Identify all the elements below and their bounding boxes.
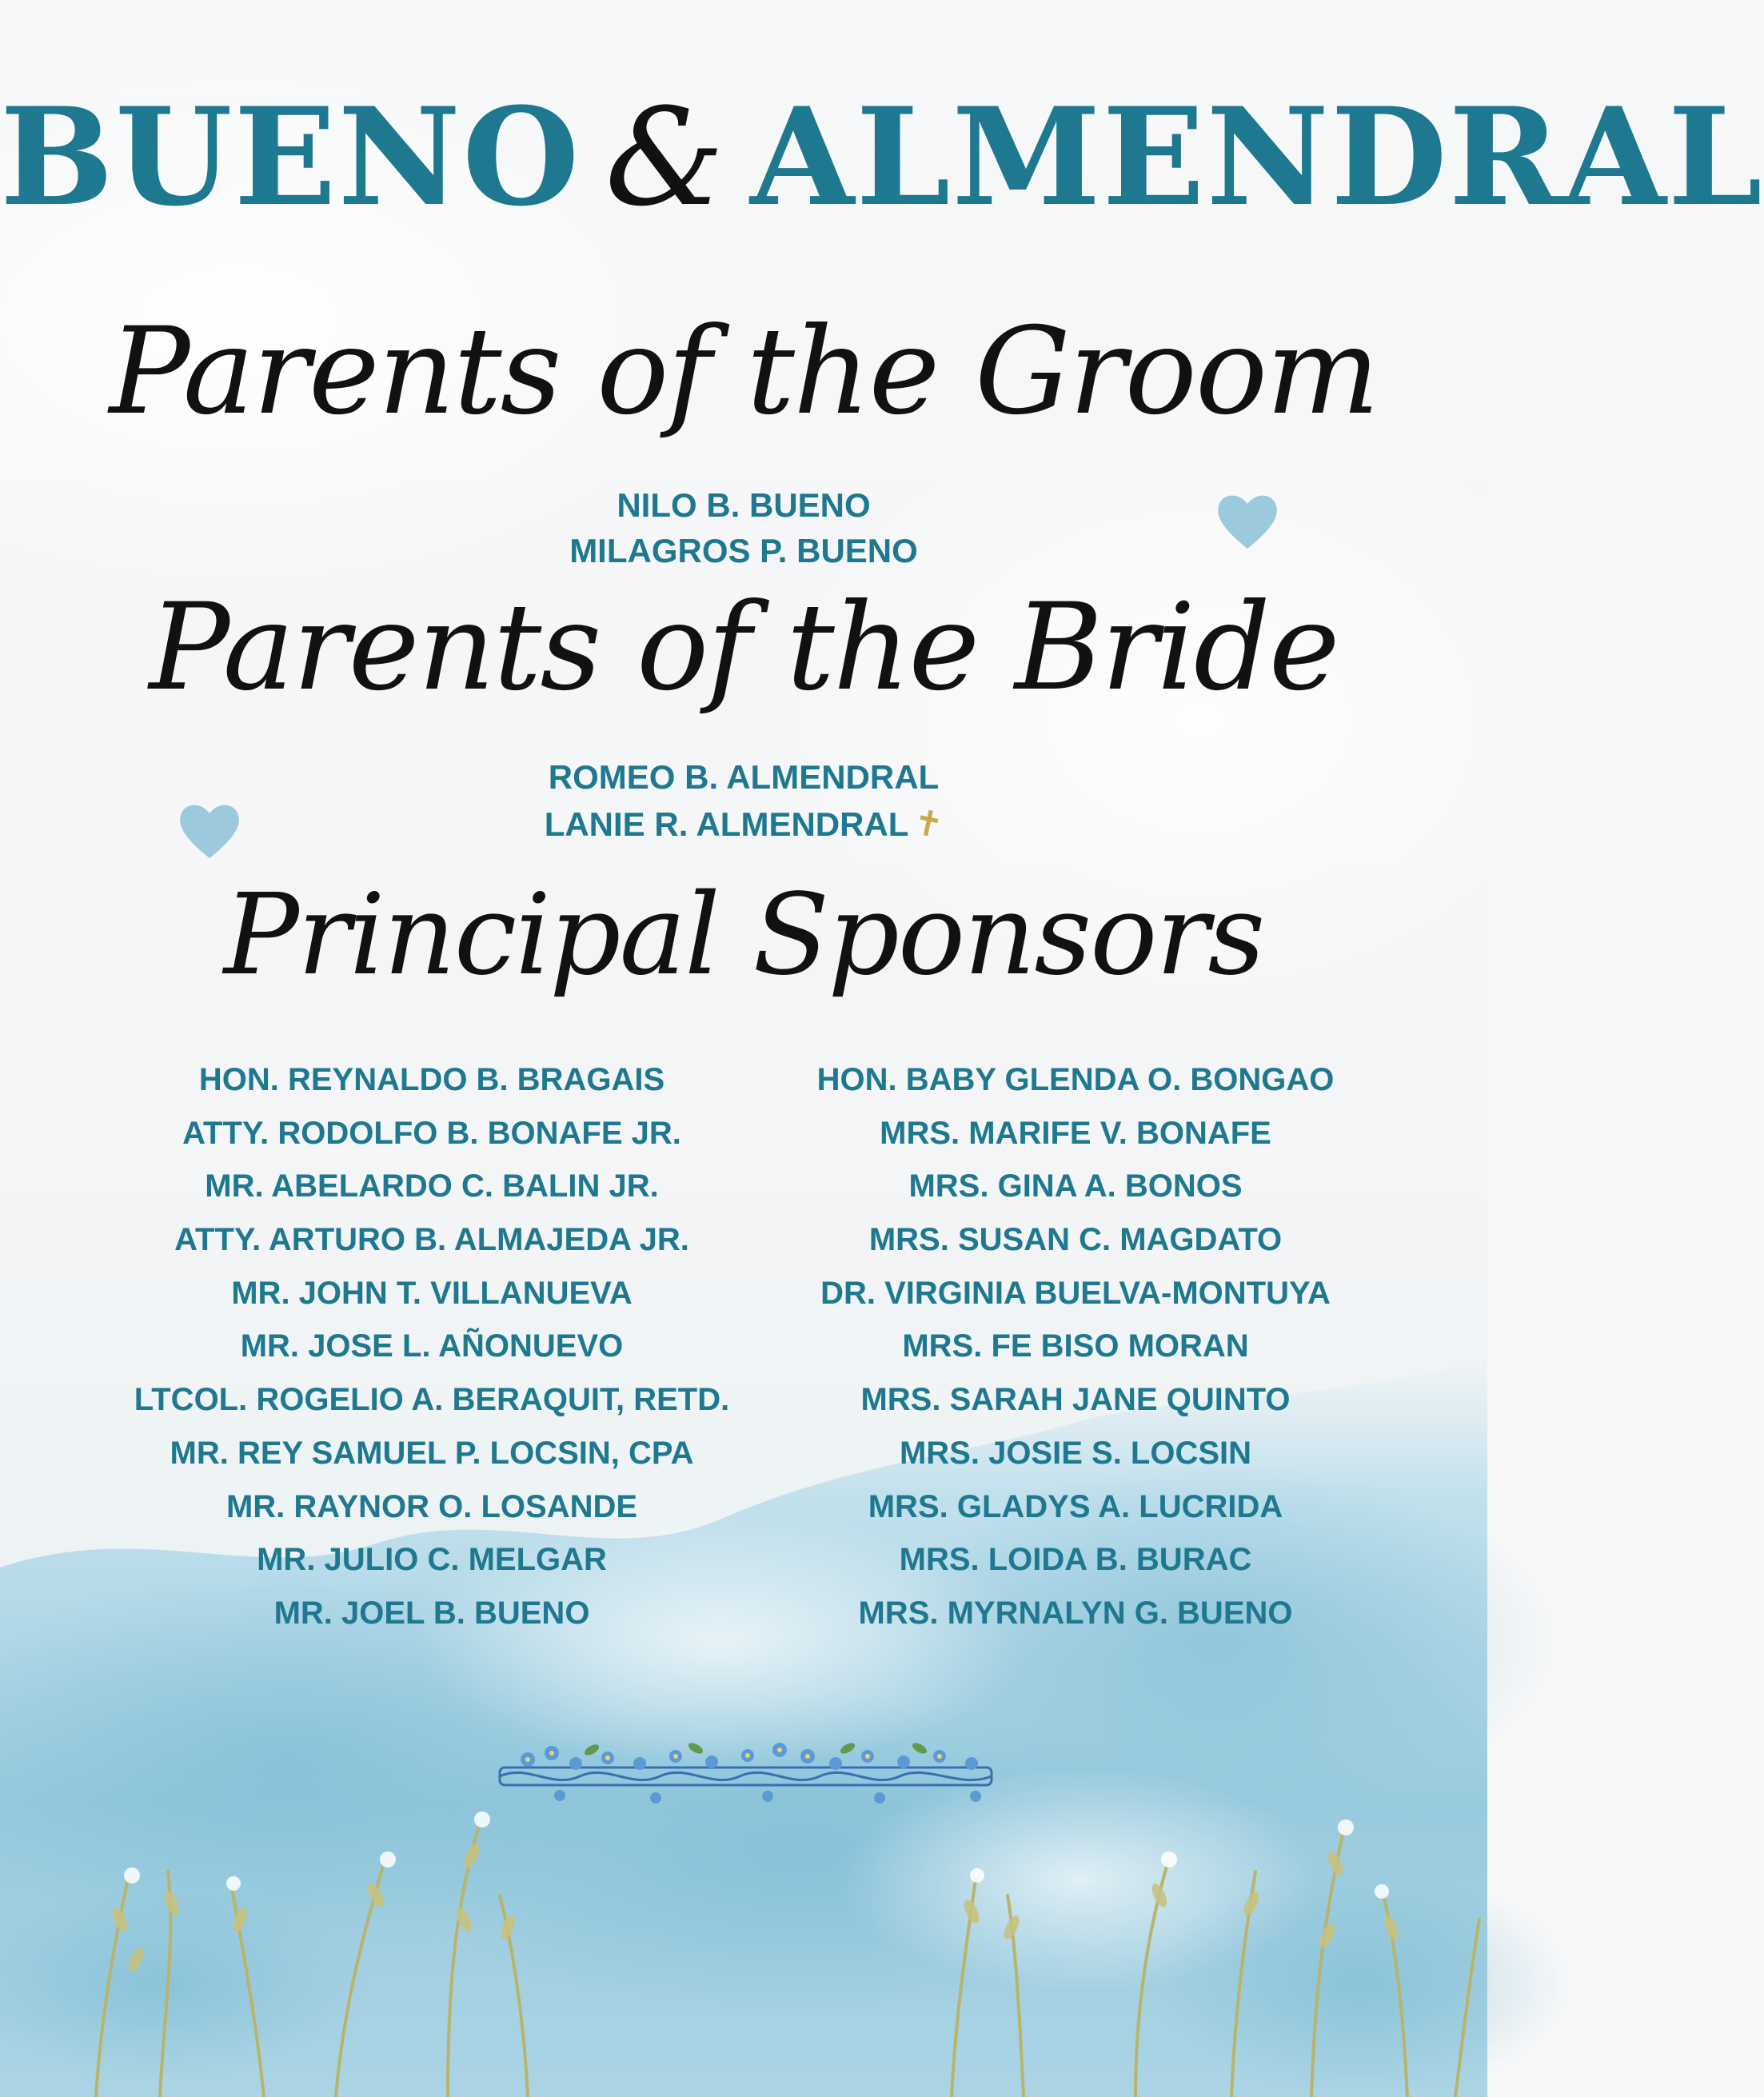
list-item: MRS. LOIDA B. BURAC — [899, 1542, 1252, 1578]
bride-mother-row — [0, 801, 1487, 847]
list-item: MRS. SARAH JANE QUINTO — [860, 1382, 1291, 1418]
groom-surname: BUENO — [0, 78, 581, 236]
list-item: MRS. GINA A. BONOS — [908, 1168, 1243, 1204]
list-item: MRS. SUSAN C. MAGDATO — [868, 1222, 1283, 1258]
list-item: DR. VIRGINIA BUELVA-MONTUYA — [820, 1275, 1331, 1311]
list-item: MR. JULIO C. MELGAR — [257, 1542, 607, 1578]
list-item: MRS. JOSIE S. LOCSIN — [899, 1435, 1252, 1471]
cross-icon: ✝ — [909, 801, 948, 847]
groom-father-name: NILO B. BUENO — [617, 486, 871, 524]
bride-mother-name: LANIE R. ALMENDRAL — [544, 805, 909, 843]
bride-father-name: ROMEO B. ALMENDRAL — [548, 758, 940, 796]
ampersand: & — [605, 79, 727, 236]
list-item: MRS. MARIFE V. BONAFE — [880, 1115, 1271, 1151]
groom-mother-name: MILAGROS P. BUENO — [569, 532, 918, 569]
list-item: ATTY. ARTURO B. ALMAJEDA JR. — [174, 1222, 689, 1258]
sponsors-heading: Principal Sponsors — [223, 870, 1264, 1001]
couple-title — [0, 78, 1764, 236]
list-item: MR. JOEL B. BUENO — [273, 1595, 590, 1631]
groom-parents-heading: Parents of the Groom — [109, 302, 1379, 441]
list-item: MR. RAYNOR O. LOSANDE — [225, 1488, 638, 1524]
list-item: ATTY. RODOLFO B. BONAFE JR. — [182, 1115, 681, 1151]
list-item: HON. REYNALDO B. BRAGAIS — [198, 1062, 665, 1097]
bride-surname: ALMENDRAL — [750, 78, 1764, 236]
list-item: MRS. FE BISO MORAN — [902, 1328, 1249, 1364]
sponsors-right-column — [752, 1064, 1399, 1651]
list-item: MRS. GLADYS A. LUCRIDA — [868, 1488, 1283, 1524]
list-item: MRS. MYRNALYN G. BUENO — [858, 1595, 1293, 1631]
bride-parents-heading: Parents of the Bride — [149, 578, 1339, 717]
list-item: MR. ABELARDO C. BALIN JR. — [205, 1168, 659, 1204]
list-item: LTCOL. ROGELIO A. BERAQUIT, RETD. — [134, 1382, 730, 1418]
list-item: HON. BABY GLENDA O. BONGAO — [816, 1062, 1335, 1097]
list-item: MR. JOSE L. AÑONUEVO — [240, 1328, 624, 1364]
list-item: MR. JOHN T. VILLANUEVA — [231, 1275, 633, 1311]
sponsors-left-column — [112, 1064, 752, 1651]
list-item: MR. REY SAMUEL P. LOCSIN, CPA — [170, 1435, 694, 1471]
